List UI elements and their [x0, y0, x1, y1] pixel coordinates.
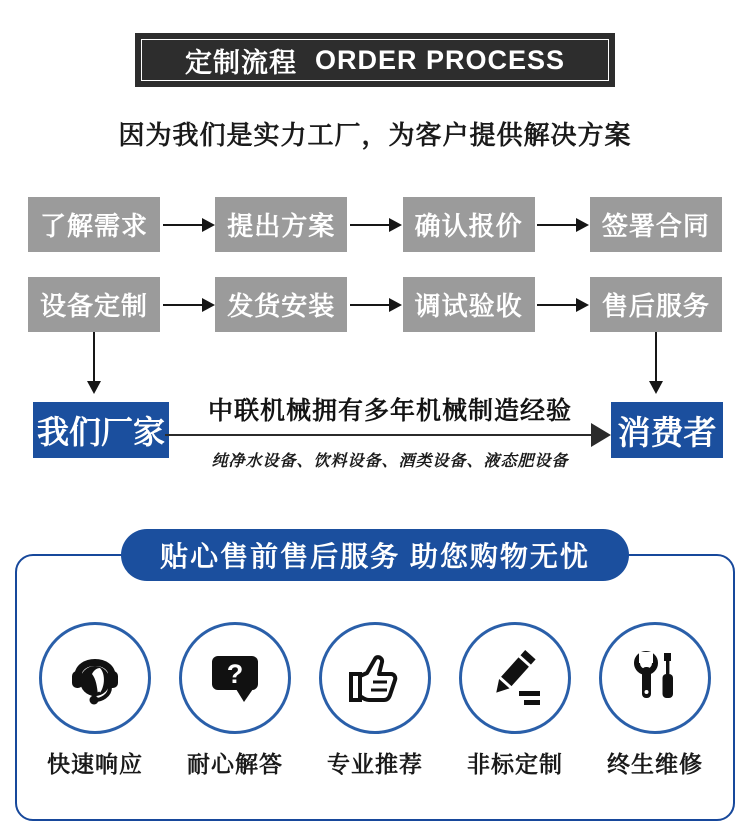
process-step: 调试验收: [403, 277, 535, 332]
service-item: [319, 622, 431, 779]
service-card: [15, 541, 735, 821]
service-item: [179, 622, 291, 779]
banner-title-en: ORDER PROCESS: [314, 44, 566, 75]
service-label: 专业推荐: [327, 751, 423, 777]
process-step: 了解需求: [28, 197, 160, 252]
bridge-headline: 中联机械拥有多年机械制造经验: [207, 397, 572, 425]
process-step: 提出方案: [215, 197, 347, 252]
vertical-connectors: [28, 332, 722, 398]
bridge-band: [0, 398, 750, 468]
arrow-right-icon: [350, 224, 400, 226]
customer-service-icon: [39, 622, 151, 734]
process-step: 签署合同: [590, 197, 722, 252]
arrow-right-icon: [537, 224, 587, 226]
svg-text:?: ?: [226, 659, 244, 689]
process-row-1: [0, 197, 750, 252]
pencil-icon: [459, 622, 571, 734]
service-item: [39, 622, 151, 779]
tagline: 因为我们是实力工厂，为客户提供解决方案: [118, 120, 632, 150]
arrow-down-icon: [655, 332, 657, 382]
process-step: 发货安装: [215, 277, 347, 332]
process-step: 售后服务: [590, 277, 722, 332]
process-row-2: [0, 277, 750, 332]
bridge-subline: 纯净水设备、饮料设备、酒类设备、液态肥设备: [211, 452, 569, 470]
service-items: [17, 622, 733, 779]
service-label: 耐心解答: [187, 751, 283, 777]
section-banner: [135, 33, 615, 87]
arrow-down-icon: [93, 332, 95, 382]
arrow-right-icon: [163, 224, 213, 226]
banner-title-zh: 定制流程: [184, 47, 297, 78]
service-item: [459, 622, 571, 779]
service-item: [599, 622, 711, 779]
arrow-right-icon: [163, 304, 213, 306]
service-label: 非标定制: [467, 751, 563, 777]
process-step: 设备定制: [28, 277, 160, 332]
service-label: 快速响应: [47, 751, 143, 777]
arrow-right-icon: [537, 304, 587, 306]
thumbs-up-icon: [319, 622, 431, 734]
section-banner-frame: [141, 39, 609, 81]
service-label: 终生维修: [607, 751, 703, 777]
consumer-box: 消费者: [611, 402, 723, 458]
question-bubble-icon: [179, 622, 291, 734]
arrow-right-icon: [350, 304, 400, 306]
bridge-middle: [169, 398, 611, 471]
arrow-right-long-icon: [165, 434, 609, 436]
tools-icon: [599, 622, 711, 734]
service-header: 贴心售前售后服务 助您购物无忧: [121, 529, 629, 581]
factory-box: 我们厂家: [33, 402, 169, 458]
process-step: 确认报价: [403, 197, 535, 252]
